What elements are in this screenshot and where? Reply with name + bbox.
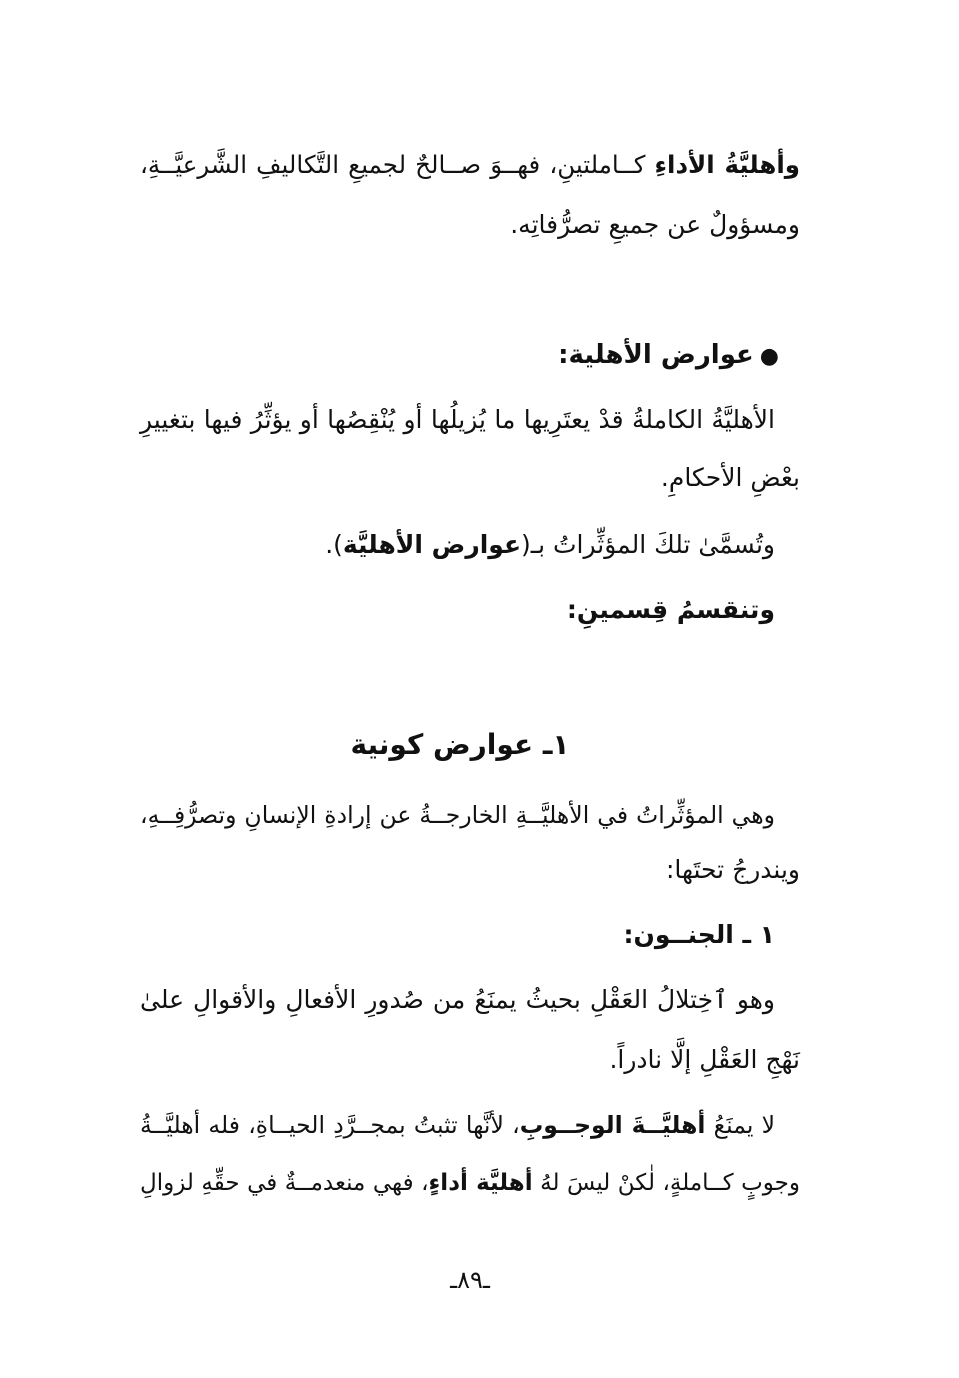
paragraph-line: ومسؤولٌ عن جميعِ تصرُّفاتِه.: [510, 210, 800, 239]
paragraph-line: وهي المؤثِّراتُ في الأهليَّــةِ الخارجــةُ عن إرادةِ الإنسانِ وتصرُّفِــهِ،: [140, 801, 775, 829]
paragraph-line: الأهليَّةُ الكاملةُ قدْ يعتَرِيها ما يُزيلُها أو يُنْقِصُها أو يؤثِّرُ فيها بتغييرِ: [140, 405, 775, 434]
bold-term: عوارض الأهليَّة: [342, 530, 522, 559]
paragraph-line: ويندرجُ تحتَها:: [665, 855, 800, 884]
line-text: وجوبٍ كــاملةٍ، لٰكنْ ليسَ لهُ: [532, 1170, 800, 1196]
item-heading: ١ ـ الجنــون:: [623, 920, 775, 949]
line-text: ).: [325, 530, 343, 559]
paragraph-line: وهو ٱخِتلالُ العَقْلِ بحيثُ يمنَعُ من صُدورِ الأفعالِ والأقوالِ علىٰ: [140, 985, 775, 1014]
bold-term: أهليَّــةَ الوجــوبِ: [519, 1111, 706, 1139]
paragraph-line: [140, 1163, 800, 1203]
paragraph-line: [140, 145, 800, 185]
page-number: ـ٨٩ـ: [450, 1266, 490, 1294]
subsection-heading: ١ـ عوارض كونية: [350, 728, 570, 761]
line-text: وتُسمَّىٰ تلكَ المؤثِّراتُ بـ(: [521, 530, 775, 559]
paragraph-line: [140, 1105, 775, 1145]
paragraph-line: وتنقسمُ قِسمينِ:: [566, 595, 775, 624]
paragraph-line: نَهْجِ العَقْلِ إلَّا نادراً.: [609, 1045, 800, 1074]
bullet-icon: ●: [759, 344, 779, 369]
bold-term: أهليَّة أداءٍ: [428, 1170, 533, 1196]
section-heading-text: عوارض الأهلية:: [558, 340, 754, 370]
section-heading: [279, 335, 779, 377]
line-text: ، فهي منعدمــةٌ في حقِّهِ لزوالِ: [140, 1170, 429, 1196]
paragraph-line: بعْضِ الأحكامِ.: [660, 463, 800, 492]
paragraph-line: [140, 525, 775, 565]
line-text: لا يمنَعُ: [705, 1111, 776, 1139]
line-text: كــاملتينِ، فهــوَ صــالحٌ لجميعِ التَّكاليفِ الشَّرعيَّــةِ،: [140, 150, 655, 179]
line-text: ، لأنَّها تثبتُ بمجــرَّدِ الحيــاةِ، فله أهليَّــةُ: [140, 1111, 520, 1139]
bold-term: وأهليَّةُ الأداءِ: [654, 150, 800, 179]
